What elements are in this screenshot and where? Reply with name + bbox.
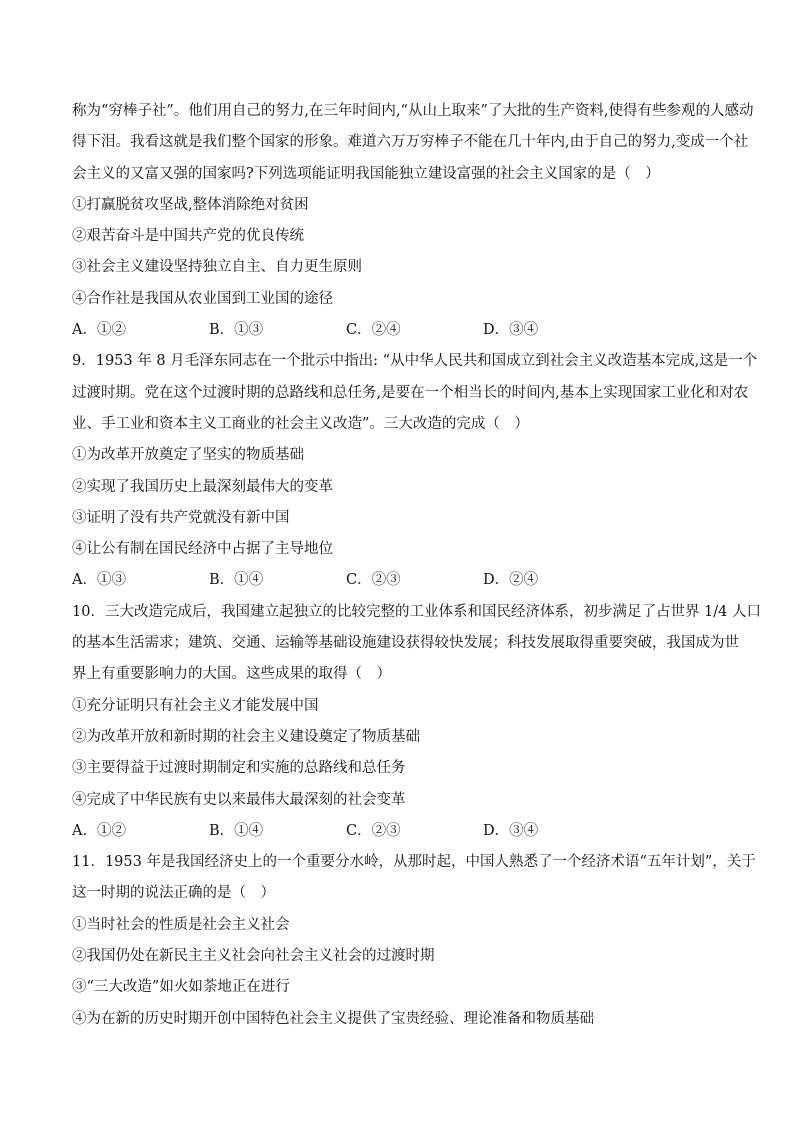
- option-c: C．②③: [346, 822, 401, 839]
- question-stem-line: 10．三大改造完成后，我国建立起独立的比较完整的工业体系和国民经济体系，初步满足了占世界 1/4 人口: [72, 603, 762, 620]
- option-b: B．①④: [209, 822, 264, 839]
- statement-2: ②艰苦奋斗是中国共产党的优良传统: [72, 228, 304, 245]
- statement-3: ③“三大改造”如火如荼地正在进行: [72, 979, 290, 996]
- question-stem-line: 界上有重要影响力的大国。这些成果的取得（ ）: [72, 666, 391, 683]
- statement-4: ④让公有制在国民经济中占据了主导地位: [72, 541, 333, 558]
- option-b: B．①④: [209, 572, 264, 589]
- option-d: D．③④: [483, 822, 539, 839]
- question-stem-line: 的基本生活需求；建筑、交通、运输等基础设施建设获得较快发展；科技发展取得重要突破，我国成为世: [72, 635, 739, 652]
- question-stem-line: 称为“穷棒子社”。他们用自己的努力,在三年时间内,“从山上取来”了大批的生产资料,使得有些参观的人感动: [72, 103, 754, 119]
- statement-1: ①打赢脱贫攻坚战,整体消除绝对贫困: [72, 196, 309, 213]
- answer-options: [72, 816, 722, 847]
- statement-1: ①为改革开放奠定了坚实的物质基础: [72, 447, 304, 464]
- statement-1: ①当时社会的性质是社会主义社会: [72, 916, 290, 933]
- option-a: A．①②: [72, 322, 126, 339]
- statement-3: ③主要得益于过渡时期制定和实施的总路线和总任务: [72, 760, 406, 777]
- question-stem-line: 11．1953 年是我国经济史上的一个重要分水岭，从那时起，中国人熟悉了一个经济术语“五年计划”，关于: [72, 854, 756, 871]
- option-c: C．②④: [346, 322, 401, 339]
- question-10: [72, 597, 762, 847]
- option-a: A．①②: [72, 822, 126, 839]
- statement-3: ③社会主义建设坚持独立自主、自力更生原则: [72, 259, 362, 276]
- statement-2: ②实现了我国历史上最深刻最伟大的变革: [72, 478, 333, 495]
- answer-options: [72, 565, 722, 596]
- option-c: C．②③: [346, 572, 401, 589]
- question-8: [72, 96, 754, 346]
- option-d: D．③④: [483, 322, 539, 339]
- statement-2: ②我国仍处在新民主主义社会向社会主义社会的过渡时期: [72, 948, 435, 965]
- option-a: A．①③: [72, 572, 126, 589]
- question-11: [72, 847, 756, 1035]
- question-stem-line: 9．1953 年 8 月毛泽东同志在一个批示中指出: “从中华人民共和国成立到社会主义改造基本完成,这是一个: [72, 353, 758, 370]
- option-d: D．②④: [483, 572, 539, 589]
- exam-page: [72, 96, 762, 1035]
- statement-4: ④合作社是我国从农业国到工业国的途径: [72, 290, 333, 307]
- statement-2: ②为改革开放和新时期的社会主义建设奠定了物质基础: [72, 728, 420, 745]
- question-9: [72, 346, 758, 596]
- question-stem-line: 得下泪。我看这就是我们整个国家的形象。难道六万万穷棒子不能在几十年内,由于自己的努力,变成一个社: [72, 134, 749, 151]
- statement-4: ④为在新的历史时期开创中国特色社会主义提供了宝贵经验、理论准备和物质基础: [72, 1010, 594, 1027]
- answer-options: [72, 315, 722, 346]
- statement-1: ①充分证明只有社会主义才能发展中国: [72, 697, 319, 714]
- question-stem-line: 会主义的又富又强的国家吗?下列选项能证明我国能独立建设富强的社会主义国家的是（ ）: [72, 165, 660, 182]
- statement-4: ④完成了中华民族有史以来最伟大最深刻的社会变革: [72, 791, 406, 808]
- question-stem-line: 这一时期的说法正确的是（ ）: [72, 885, 275, 902]
- question-stem-line: 业、手工业和资本主义工商业的社会主义改造”。三大改造的完成（ ）: [72, 415, 529, 432]
- statement-3: ③证明了没有共产党就没有新中国: [72, 509, 290, 526]
- option-b: B．①③: [209, 322, 264, 339]
- question-stem-line: 过渡时期。党在这个过渡时期的总路线和总任务,是要在一个相当长的时间内,基本上实现国家工业化和对农: [72, 384, 749, 401]
